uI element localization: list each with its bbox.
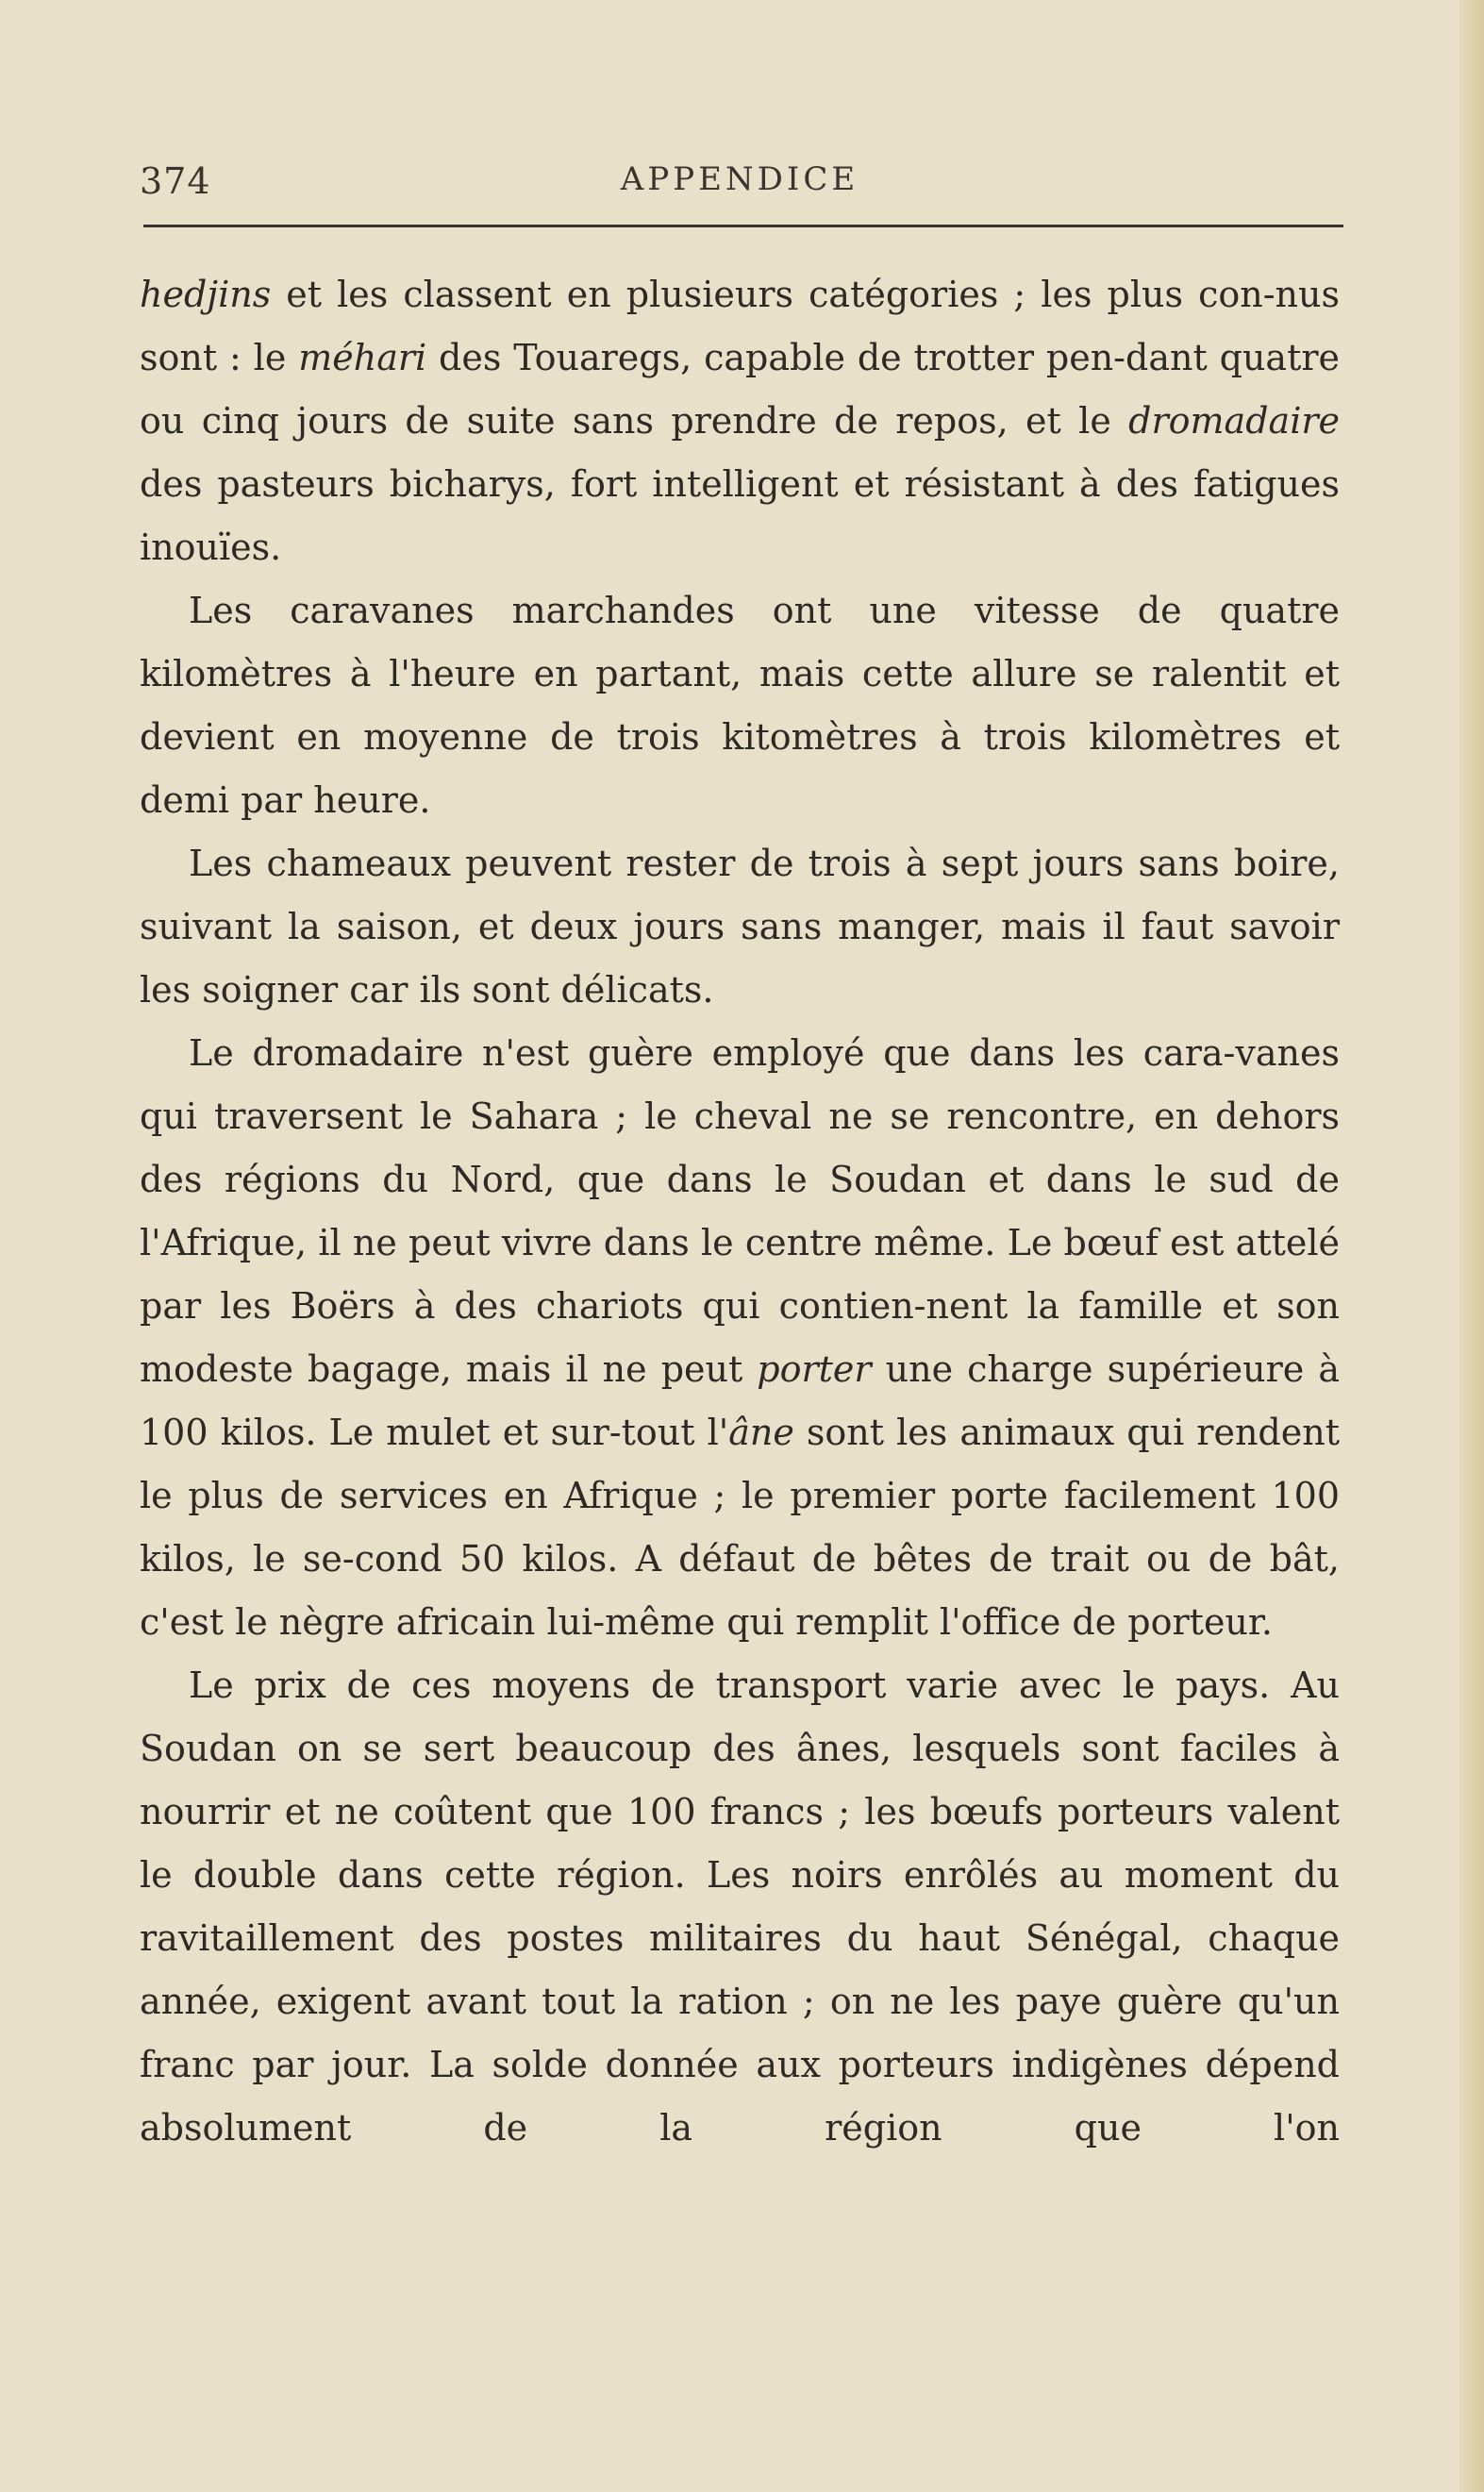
page-edge: [1459, 0, 1484, 2492]
paragraph-5: [140, 1654, 1340, 2160]
body-text: [140, 263, 1340, 2160]
page-header: [140, 160, 1340, 217]
text-segment: des Touaregs, capable de trotter pen-dant quatre ou cinq jours de suite sans prendre de repos, et le: [140, 337, 1341, 442]
header-rule: [143, 225, 1343, 227]
text-segment: Le prix de ces moyens de transport varie avec le pays. Au Soudan on se sert beaucoup des ânes, lesquels sont faciles à nourrir et ne coûtent que 100 francs ; les bœufs porteurs valent le double dans cette région. Les noirs enrôlés au moment du ravitaillement des postes militaires du haut Sénégal, chaque année, exigent avant tout la ration ; on ne les paye guère qu'un franc par jour. La solde donnée aux porteurs indigènes dépend absolument de la région que l'on: [140, 1664, 1340, 2149]
text-segment: méhari: [298, 337, 427, 378]
text-segment: une charge supérieure à 100 kilos. Le mulet et sur-tout l': [140, 1348, 1340, 1453]
text-segment: Les chameaux peuvent rester de trois à sept jours sans boire, suivant la saison, et deux jours sans manger, mais il faut savoir les soigner car ils sont délicats.: [140, 843, 1340, 1011]
running-title: APPENDICE: [620, 160, 859, 198]
text-segment: Les caravanes marchandes ont une vitesse de quatre kilomètres à l'heure en partant, mais cette allure se ralentit et devient en moyenne de trois kitomètres à trois kilomètres et demi par heure.: [140, 590, 1340, 821]
text-segment: des pasteurs bicharys, fort intelligent et résistant à des fatigues inouïes.: [140, 463, 1340, 568]
text-segment: Le dromadaire n'est guère employé que dans les cara-vanes qui traversent le Sahara ; le cheval ne se rencontre, en dehors des régions du Nord, que dans le Soudan et dans le sud de l'Afrique, il ne peut vivre dans le centre même. Le bœuf est attelé par les Boërs à des chariots qui contien-nent la famille et son modeste bagage, mais il ne peut: [140, 1032, 1340, 1390]
paragraph-4: [140, 1022, 1340, 1654]
text-segment: dromadaire: [1128, 400, 1340, 442]
text-segment: porter: [757, 1348, 872, 1390]
paragraph-2: [140, 579, 1340, 832]
page-number: 374: [140, 160, 211, 202]
paragraph-1: [140, 263, 1340, 579]
text-segment: âne: [728, 1412, 794, 1453]
paragraph-3: [140, 832, 1340, 1022]
text-segment: et les classent en plusieurs catégories ; les plus con-nus sont : le: [140, 274, 1340, 378]
text-segment: sont les animaux qui rendent le plus de services en Afrique ; le premier porte facilement 100 kilos, le se-cond 50 kilos. A défaut de bêtes de trait ou de bât, c'est le nègre africain lui-même qui remplit l'office de porteur.: [140, 1412, 1340, 1643]
text-segment: hedjins: [140, 274, 272, 315]
